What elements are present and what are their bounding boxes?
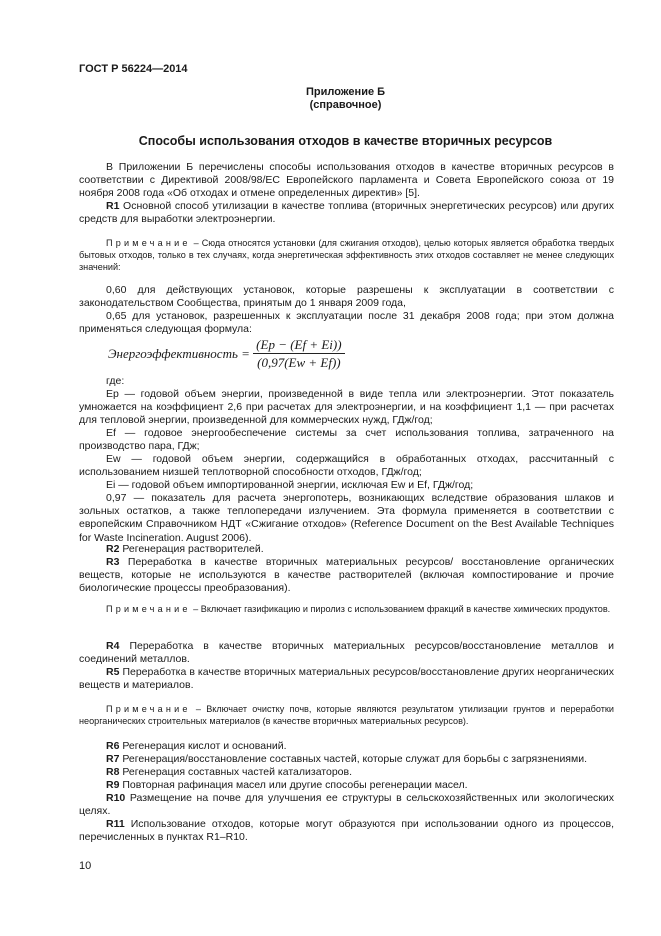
page-number: 10 — [79, 860, 92, 872]
item-code: R9 — [106, 779, 120, 791]
item-text: Повторная рафинация масел или другие способы регенерации масел. — [119, 779, 468, 791]
item-r7 — [79, 753, 614, 766]
definition-ew: Ew — годовой объем энергии, содержащийся в обработанных отходах, рассчитанный с использованием низшей теплотворной способности отходов, ГДж/год; — [79, 453, 614, 479]
value-2: 0,65 для установок, разрешенных к эксплуатации после 31 декабря 2008 года; при этом должна применяться следующая формула: — [79, 310, 614, 336]
item-text: Регенерация составных частей катализаторов. — [119, 766, 353, 778]
note-dash: – — [190, 238, 202, 248]
item-r8 — [79, 766, 614, 779]
item-code: R4 — [106, 640, 120, 652]
item-code: R7 — [106, 753, 120, 765]
item-r11 — [79, 818, 614, 844]
section-title: Способы использования отходов в качестве вторичных ресурсов — [138, 134, 553, 148]
note-label: Примечание — [106, 238, 191, 248]
item-code: R11 — [106, 818, 125, 830]
item-text: Использование отходов, которые могут образуются при использовании одного из процессов, перечисленных в пунктах R1–R10. — [79, 818, 614, 844]
appendix-subtitle: (справочное) — [309, 99, 382, 111]
item-r6 — [79, 740, 614, 753]
item-text: Переработка в качестве вторичных материальных ресурсов/ восстановление органических веществ, которые не используются в качестве растворителей (включая компостирование и прочие биологические процессы преобразования). — [79, 556, 614, 595]
item-code: R10 — [106, 792, 126, 804]
item-text: Размещение на почве для улучшения ее структуры в сельскохозяйственных или экологических целях. — [79, 792, 614, 818]
note-1 — [79, 237, 614, 274]
where-label: где: — [106, 375, 125, 387]
item-code: R3 — [106, 556, 120, 568]
item-text: Регенерация растворителей. — [119, 543, 264, 555]
formula-fraction — [253, 338, 344, 369]
note-text: Включает газификацию и пиролиз с использованием фракций в качестве химических продуктов. — [200, 604, 611, 614]
note-2 — [79, 603, 614, 615]
formula-denominator: (0,97(Ew + Ef)) — [257, 355, 341, 371]
item-code: R1 — [106, 200, 120, 212]
note-text: Включает очистку почв, которые являются результатом утилизации грунтов и переработки неорганических строительных материалов (в качестве вторичных материальных ресурсов). — [79, 704, 614, 727]
item-text: Переработка в качестве вторичных материальных ресурсов/восстановление других неорганических веществ и материалов. — [79, 666, 614, 692]
definition-ep: Ep — годовой объем энергии, произведенной в виде тепла или электроэнергии. Этот показатель умножается на коэффициент 2,6 при расчетах для электроэнергии, и на коэффициент 1,1 — при расчетах для тепловой энергии, произведенной для коммерческих нужд, ГДж/год; — [79, 388, 614, 427]
item-r5 — [79, 666, 614, 692]
document-code: ГОСТ Р 56224—2014 — [79, 63, 188, 75]
item-code: R6 — [106, 740, 120, 752]
note-dash: – — [190, 604, 201, 614]
item-text: Регенерация кислот и оснований. — [119, 740, 287, 752]
formula — [108, 338, 345, 369]
note-label: Примечание — [106, 704, 191, 714]
formula-lhs: Энергоэффективность = — [108, 346, 250, 362]
item-code: R8 — [106, 766, 120, 778]
intro-paragraph: В Приложении Б перечислены способы использования отходов в качестве вторичных ресурсов в соответствии с Директивой 2008/98/ЕС Европейского парламента и Совета Европейского союза от 19 ноября 2008 года «Об отходах и отмене определенных директив» [5]. — [79, 161, 614, 200]
item-code: R5 — [106, 666, 120, 678]
note-dash: – — [190, 704, 207, 714]
item-r4 — [79, 640, 614, 666]
item-r1 — [79, 200, 614, 226]
item-code: R2 — [106, 543, 120, 555]
item-r2 — [79, 543, 614, 556]
item-r9 — [79, 779, 614, 792]
item-text: Регенерация/восстановление составных частей, которые служат для борьбы с загрязнениями. — [119, 753, 587, 765]
definition-coefficient: 0,97 — показатель для расчета энергопотерь, возникающих вследствие образования шлаков и зольных остатков, а также теплопередачи излучением. Эта формула применяется в соответствии с европейским Справочником НДТ «Сжигание отходов» (Reference Document on the Best Available Techniques for Waste Incineration. August 2006). — [79, 492, 614, 544]
note-label: Примечание — [106, 604, 191, 614]
item-text: Переработка в качестве вторичных материальных ресурсов/восстановление металлов и соединений металлов. — [79, 640, 614, 666]
definition-ei: Ei — годовой объем импортированной энергии, исключая Ew и Ef, ГДж/год; — [106, 479, 474, 491]
formula-numerator: (Ep − (Ef + Ei)) — [253, 338, 344, 354]
item-text: Основной способ утилизации в качестве топлива (вторичных энергетических ресурсов) или других средств для выработки электроэнергии. — [79, 200, 614, 226]
definition-ef: Ef — годовое энергообеспечение системы за счет использования топлива, затраченного на производство пара, ГДж; — [79, 427, 614, 453]
value-1: 0,60 для действующих установок, которые разрешены к эксплуатации в соответствии с законодательством Сообщества, принятым до 1 января 2009 года, — [79, 284, 614, 310]
item-r3 — [79, 556, 614, 596]
item-r10 — [79, 792, 614, 818]
note-text: Сюда относятся установки (для сжигания отходов), целью которых является обработка твердых бытовых отходов, только в тех случаях, когда энергетическая эффективность этих отходов составляет не менее следующих значений: — [79, 238, 614, 273]
appendix-title: Приложение Б — [305, 86, 386, 98]
note-3 — [79, 703, 614, 727]
